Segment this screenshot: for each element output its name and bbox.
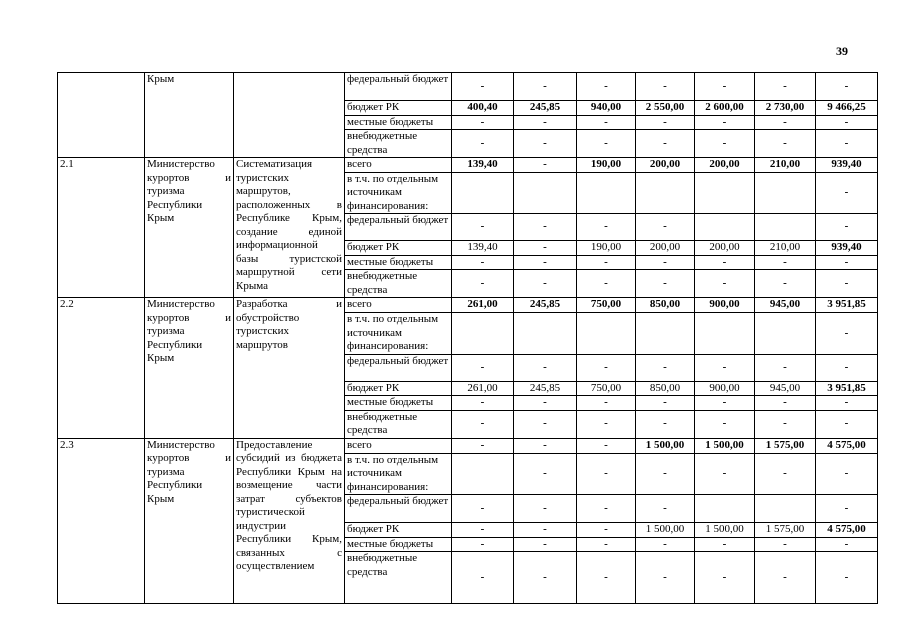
cell-value: - <box>452 130 514 158</box>
cell-value: - <box>695 396 755 411</box>
cell-value <box>695 214 755 241</box>
cell-funding-source: в т.ч. по отдельным источникам финансирования: <box>345 172 452 214</box>
cell-value: - <box>755 115 816 130</box>
cell-value: - <box>577 214 636 241</box>
cell-value: - <box>452 537 514 552</box>
cell-value <box>636 172 695 214</box>
cell-value: 939,40 <box>816 158 878 173</box>
cell-value <box>452 313 514 355</box>
cell-value <box>577 313 636 355</box>
cell-value: - <box>452 270 514 298</box>
cell-value: 1 500,00 <box>695 438 755 453</box>
cell-value: - <box>636 214 695 241</box>
cell-value: - <box>695 255 755 270</box>
cell-value: - <box>755 130 816 158</box>
cell-value: - <box>695 453 755 495</box>
cell-value: - <box>695 410 755 438</box>
cell-value: - <box>514 158 577 173</box>
cell-funding-source: бюджет РК <box>345 241 452 256</box>
cell-value: 210,00 <box>755 158 816 173</box>
cell-value: - <box>577 410 636 438</box>
cell-funding-source: всего <box>345 438 452 453</box>
cell-value: 2 550,00 <box>636 101 695 116</box>
cell-funding-source: внебюджетные средства <box>345 552 452 604</box>
cell-value: - <box>755 354 816 381</box>
cell-value: - <box>577 453 636 495</box>
cell-activity: Систематизация туристских маршрутов, расположенных в Республике Крым, создание единой информационной базы туристской маршрутной сети Крыма <box>234 158 345 298</box>
cell-activity: Предоставление субсидий из бюджета Республики Крым на возмещение части затрат субъектов туристической индустрии Республики Крым, связанных с осуществлением <box>234 438 345 604</box>
cell-value: - <box>514 354 577 381</box>
cell-item-number: 2.1 <box>58 158 145 298</box>
cell-value: 850,00 <box>636 298 695 313</box>
cell-value: - <box>636 115 695 130</box>
cell-value: - <box>816 73 878 101</box>
budget-table <box>57 72 878 604</box>
cell-value: - <box>577 495 636 523</box>
cell-value: - <box>816 255 878 270</box>
table-row <box>58 298 878 313</box>
cell-value: 245,85 <box>514 381 577 396</box>
cell-value: - <box>755 396 816 411</box>
cell-value <box>577 172 636 214</box>
cell-value: 940,00 <box>577 101 636 116</box>
cell-value: - <box>755 537 816 552</box>
cell-value: - <box>514 410 577 438</box>
cell-value: - <box>452 495 514 523</box>
cell-value: - <box>816 214 878 241</box>
cell-funding-source: федеральный бюджет <box>345 495 452 523</box>
cell-value: - <box>636 73 695 101</box>
cell-value <box>514 172 577 214</box>
cell-value: - <box>755 552 816 604</box>
cell-value: 200,00 <box>636 241 695 256</box>
cell-value: 900,00 <box>695 298 755 313</box>
cell-funding-source: внебюджетные средства <box>345 270 452 298</box>
cell-funding-source: местные бюджеты <box>345 255 452 270</box>
cell-funding-source: всего <box>345 298 452 313</box>
cell-value: - <box>514 523 577 538</box>
cell-funding-source: бюджет РК <box>345 381 452 396</box>
cell-value: - <box>816 495 878 523</box>
cell-value: - <box>514 552 577 604</box>
cell-funding-source: в т.ч. по отдельным источникам финансирования: <box>345 453 452 495</box>
cell-value: - <box>755 453 816 495</box>
cell-value: 2 600,00 <box>695 101 755 116</box>
cell-value <box>452 453 514 495</box>
cell-value: 1 575,00 <box>755 438 816 453</box>
cell-value: - <box>816 130 878 158</box>
cell-value: - <box>577 552 636 604</box>
cell-value: - <box>577 396 636 411</box>
cell-funding-source: всего <box>345 158 452 173</box>
cell-value: 1 500,00 <box>636 438 695 453</box>
cell-value: - <box>755 255 816 270</box>
cell-value: - <box>816 552 878 604</box>
cell-value: - <box>577 270 636 298</box>
cell-item-number: 2.3 <box>58 438 145 604</box>
cell-value: - <box>514 396 577 411</box>
cell-value: 1 575,00 <box>755 523 816 538</box>
cell-value: - <box>577 130 636 158</box>
cell-value: - <box>816 453 878 495</box>
cell-value: 400,40 <box>452 101 514 116</box>
cell-value: 190,00 <box>577 241 636 256</box>
cell-funding-source: внебюджетные средства <box>345 410 452 438</box>
cell-value: - <box>755 270 816 298</box>
cell-value: - <box>452 438 514 453</box>
cell-value <box>695 172 755 214</box>
cell-value: - <box>452 396 514 411</box>
cell-value: - <box>452 255 514 270</box>
cell-funding-source: местные бюджеты <box>345 115 452 130</box>
cell-value: - <box>514 73 577 101</box>
cell-funding-source: бюджет РК <box>345 523 452 538</box>
cell-value: - <box>636 537 695 552</box>
cell-value: - <box>816 410 878 438</box>
cell-value: - <box>452 552 514 604</box>
cell-value: - <box>577 523 636 538</box>
cell-value: - <box>636 130 695 158</box>
cell-funding-source: бюджет РК <box>345 101 452 116</box>
budget-table-body <box>58 73 878 604</box>
cell-value: - <box>514 537 577 552</box>
cell-value: - <box>514 214 577 241</box>
table-row <box>58 73 878 101</box>
cell-value: - <box>452 523 514 538</box>
cell-value: - <box>755 73 816 101</box>
cell-value: 200,00 <box>636 158 695 173</box>
cell-value: 200,00 <box>695 241 755 256</box>
cell-value: - <box>514 255 577 270</box>
cell-value: - <box>577 115 636 130</box>
cell-value: - <box>636 410 695 438</box>
cell-value <box>755 495 816 523</box>
cell-value: - <box>577 537 636 552</box>
cell-value <box>695 495 755 523</box>
cell-executor: Министерство курортов и туризма Республики Крым <box>145 158 234 298</box>
cell-value: - <box>514 130 577 158</box>
cell-value <box>695 313 755 355</box>
cell-value: - <box>695 270 755 298</box>
cell-value: 139,40 <box>452 241 514 256</box>
cell-value: - <box>577 255 636 270</box>
cell-value: - <box>636 270 695 298</box>
cell-value: 245,85 <box>514 298 577 313</box>
cell-value: 200,00 <box>695 158 755 173</box>
table-row <box>58 158 878 173</box>
cell-value: - <box>816 172 878 214</box>
cell-funding-source: местные бюджеты <box>345 537 452 552</box>
cell-value: 945,00 <box>755 298 816 313</box>
cell-item-number: 2.2 <box>58 298 145 439</box>
cell-value: 245,85 <box>514 101 577 116</box>
cell-value: - <box>636 495 695 523</box>
cell-value: 3 951,85 <box>816 298 878 313</box>
cell-value: - <box>452 115 514 130</box>
cell-value: - <box>577 354 636 381</box>
cell-value: - <box>695 130 755 158</box>
cell-value: - <box>755 410 816 438</box>
cell-value: - <box>816 270 878 298</box>
cell-value: 2 730,00 <box>755 101 816 116</box>
cell-value <box>452 172 514 214</box>
cell-value: 850,00 <box>636 381 695 396</box>
cell-value: 190,00 <box>577 158 636 173</box>
cell-activity <box>234 73 345 158</box>
cell-funding-source: федеральный бюджет <box>345 73 452 101</box>
cell-value: - <box>636 255 695 270</box>
cell-value: - <box>452 410 514 438</box>
cell-executor: Крым <box>145 73 234 158</box>
cell-value: - <box>816 396 878 411</box>
cell-value: - <box>452 354 514 381</box>
cell-funding-source: федеральный бюджет <box>345 354 452 381</box>
cell-value: 261,00 <box>452 298 514 313</box>
cell-activity: Разработка и обустройство туристских маршрутов <box>234 298 345 439</box>
cell-value <box>755 214 816 241</box>
page-number: 39 <box>836 44 848 58</box>
cell-value: 945,00 <box>755 381 816 396</box>
cell-value: 261,00 <box>452 381 514 396</box>
cell-value: 750,00 <box>577 381 636 396</box>
cell-value: 939,40 <box>816 241 878 256</box>
cell-value: - <box>695 537 755 552</box>
cell-value: - <box>695 73 755 101</box>
cell-value: - <box>514 453 577 495</box>
cell-value: 139,40 <box>452 158 514 173</box>
cell-value: 900,00 <box>695 381 755 396</box>
cell-executor: Министерство курортов и туризма Республики Крым <box>145 438 234 604</box>
cell-value: 4 575,00 <box>816 438 878 453</box>
cell-value: - <box>452 214 514 241</box>
table-row <box>58 438 878 453</box>
cell-value: - <box>695 552 755 604</box>
cell-value <box>636 313 695 355</box>
cell-value: - <box>636 354 695 381</box>
cell-value: - <box>577 438 636 453</box>
cell-value: - <box>514 270 577 298</box>
cell-value: - <box>816 115 878 130</box>
cell-value: - <box>514 495 577 523</box>
cell-value: - <box>636 396 695 411</box>
cell-value: - <box>636 552 695 604</box>
cell-value <box>514 313 577 355</box>
cell-value: 1 500,00 <box>636 523 695 538</box>
cell-value: - <box>636 453 695 495</box>
cell-value: - <box>816 354 878 381</box>
cell-value <box>755 172 816 214</box>
cell-value: - <box>695 115 755 130</box>
cell-value: - <box>816 537 878 552</box>
cell-value: 4 575,00 <box>816 523 878 538</box>
cell-funding-source: федеральный бюджет <box>345 214 452 241</box>
cell-value: - <box>514 241 577 256</box>
cell-value: - <box>514 438 577 453</box>
cell-item-number <box>58 73 145 158</box>
cell-funding-source: местные бюджеты <box>345 396 452 411</box>
cell-value: 9 466,25 <box>816 101 878 116</box>
cell-value: - <box>577 73 636 101</box>
cell-funding-source: в т.ч. по отдельным источникам финансирования: <box>345 313 452 355</box>
cell-value <box>755 313 816 355</box>
cell-value: - <box>816 313 878 355</box>
cell-value: 1 500,00 <box>695 523 755 538</box>
cell-value: 210,00 <box>755 241 816 256</box>
cell-value: 750,00 <box>577 298 636 313</box>
cell-value: - <box>514 115 577 130</box>
cell-value: - <box>695 354 755 381</box>
cell-funding-source: внебюджетные средства <box>345 130 452 158</box>
cell-executor: Министерство курортов и туризма Республики Крым <box>145 298 234 439</box>
cell-value: 3 951,85 <box>816 381 878 396</box>
cell-value: - <box>452 73 514 101</box>
